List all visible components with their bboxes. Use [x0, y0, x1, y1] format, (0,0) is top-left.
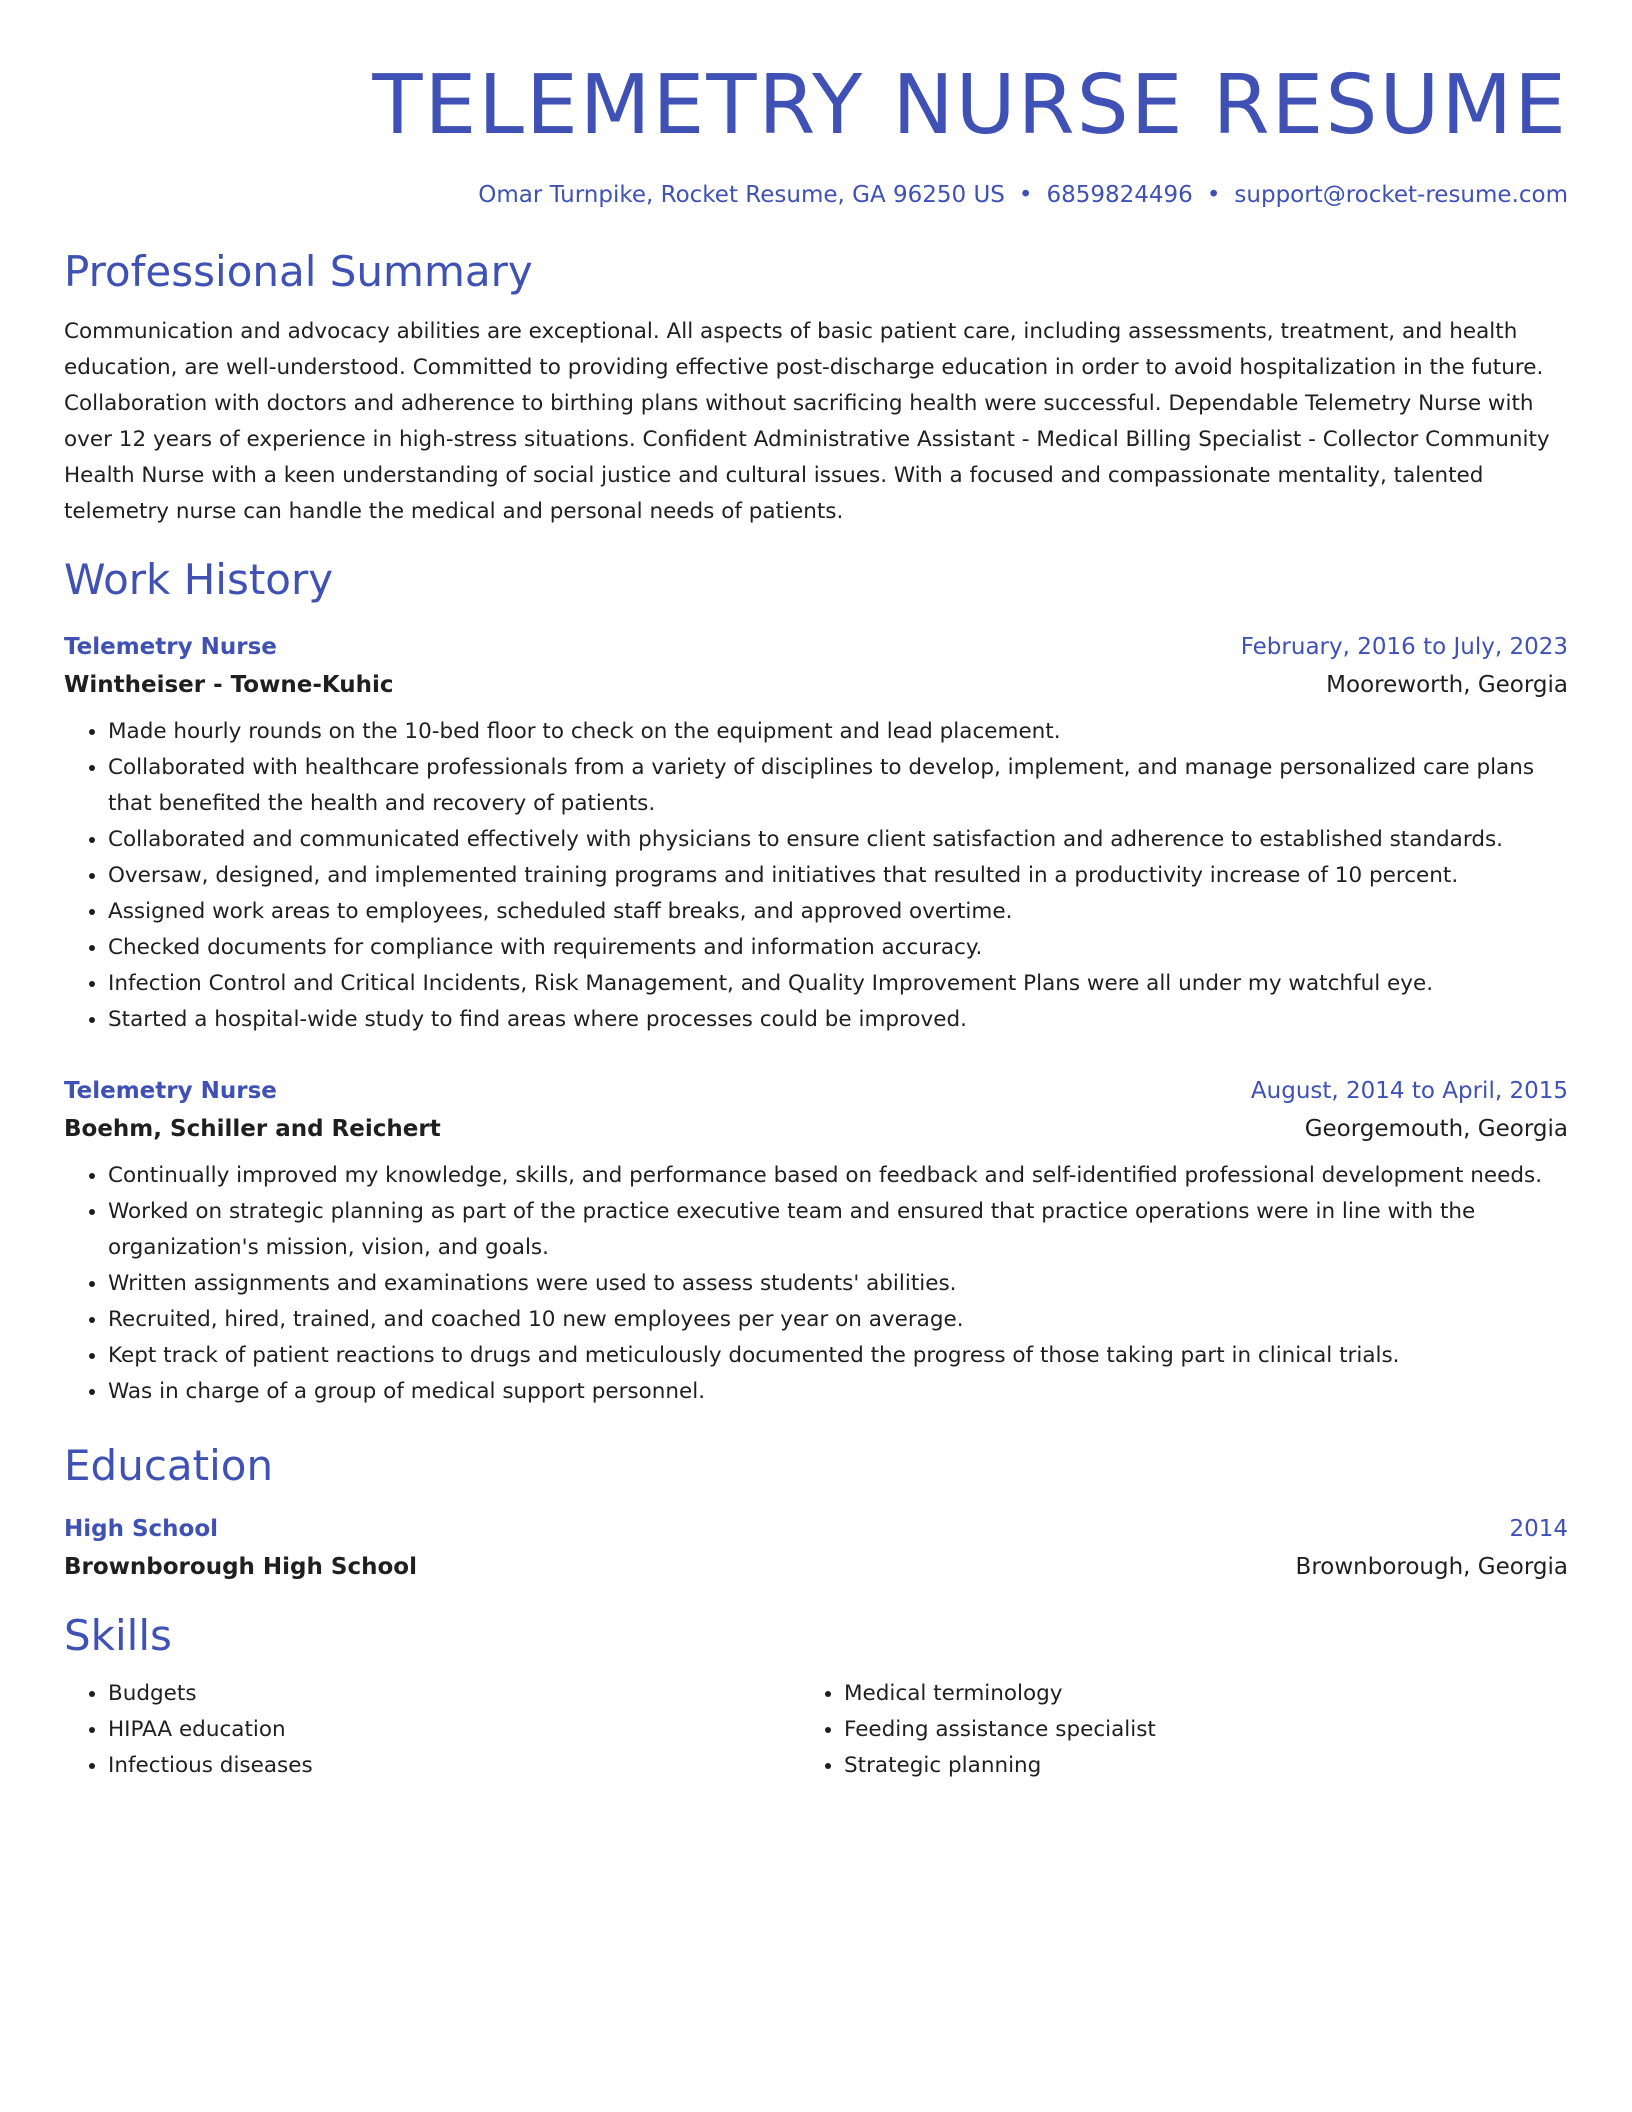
education-location: Brownborough, Georgia — [1295, 1554, 1568, 1580]
skill-item: • Budgets — [108, 1676, 800, 1712]
job-entry — [64, 1074, 1568, 1410]
skill-item: • Feeding assistance specialist — [844, 1712, 1536, 1748]
job-bullet: • Made hourly rounds on the 10-bed floor to check on the equipment and lead placement. — [108, 714, 1568, 750]
job-company: Boehm, Schiller and Reichert — [64, 1116, 441, 1142]
work-history-heading: Work History — [64, 555, 334, 604]
job-bullet: • Oversaw, designed, and implemented training programs and initiatives that resulted in a productivity increase of 10 percent. — [108, 858, 1568, 894]
contact-email: support@rocket-resume.com — [1234, 182, 1568, 208]
education-year: 2014 — [1509, 1516, 1568, 1542]
job-bullet: • Continually improved my knowledge, skills, and performance based on feedback and self-identified professional development needs. — [108, 1158, 1568, 1194]
skill-item: • Medical terminology — [844, 1676, 1536, 1712]
job-bullet: • Collaborated with healthcare professionals from a variety of disciplines to develop, implement, and manage personalized care plans that benefited the health and recovery of patients. — [108, 750, 1568, 822]
job-role-row — [64, 630, 1568, 664]
job-role: Telemetry Nurse — [64, 1078, 277, 1104]
skill-item: • HIPAA education — [108, 1712, 800, 1748]
job-company-row — [64, 668, 1568, 702]
job-dates: August, 2014 to April, 2015 — [1250, 1078, 1568, 1104]
summary-text: Communication and advocacy abilities are exceptional. All aspects of basic patient care, including assessments, treatment, and health education, are well-understood. Committed to providing effective post-discharge education in order to avoid hospitalization in the future. Collaboration with doctors and adherence to birthing plans without sacrificing health were successful. Dependable Telemetry Nurse with over 12 years of experience in high-stress situations. Confident Administrative Assistant - Medical Billing Specialist - Collector Community Health Nurse with a keen understanding of social justice and cultural issues. With a focused and compassionate mentality, talented telemetry nurse can handle the medical and personal needs of patients. — [64, 319, 1550, 524]
job-company: Wintheiser - Towne-Kuhic — [64, 672, 394, 698]
job-bullet: • Written assignments and examinations were used to assess students' abilities. — [108, 1266, 1568, 1302]
job-bullet: • Assigned work areas to employees, scheduled staff breaks, and approved overtime. — [108, 894, 1568, 930]
job-role: Telemetry Nurse — [64, 634, 277, 660]
education-entry — [64, 1512, 1568, 1584]
job-bullet: • Was in charge of a group of medical support personnel. — [108, 1374, 1568, 1410]
job-bullet: • Collaborated and communicated effectively with physicians to ensure client satisfaction and adherence to established standards. — [108, 822, 1568, 858]
job-dates: February, 2016 to July, 2023 — [1240, 634, 1568, 660]
skill-item: • Strategic planning — [844, 1748, 1536, 1784]
job-bullets — [64, 714, 1568, 1038]
skills-column-left — [64, 1676, 800, 1784]
education-school-row — [64, 1550, 1568, 1584]
skills-column-right — [800, 1676, 1536, 1784]
resume-title: TELEMETRY NURSE RESUME — [372, 58, 1568, 153]
contact-separator: • — [1206, 182, 1221, 208]
education-school: Brownborough High School — [64, 1554, 417, 1580]
contact-phone: 6859824496 — [1046, 182, 1193, 208]
skills-grid — [64, 1676, 1568, 1784]
job-bullet: • Recruited, hired, trained, and coached 10 new employees per year on average. — [108, 1302, 1568, 1338]
job-bullet: • Started a hospital-wide study to find areas where processes could be improved. — [108, 1002, 1568, 1038]
job-bullet: • Kept track of patient reactions to drugs and meticulously documented the progress of those taking part in clinical trials. — [108, 1338, 1568, 1374]
summary-heading: Professional Summary — [64, 247, 533, 296]
skills-heading: Skills — [64, 1611, 172, 1660]
education-degree: High School — [64, 1516, 219, 1542]
contact-address: Omar Turnpike, Rocket Resume, GA 96250 US — [478, 182, 1005, 208]
job-location: Georgemouth, Georgia — [1304, 1116, 1568, 1142]
job-bullet: • Worked on strategic planning as part of the practice executive team and ensured that practice operations were in line with the organization's mission, vision, and goals. — [108, 1194, 1568, 1266]
contact-separator: • — [1018, 182, 1033, 208]
skill-item: • Infectious diseases — [108, 1748, 800, 1784]
contact-line — [64, 180, 1568, 210]
education-heading: Education — [64, 1441, 274, 1490]
job-bullet: • Checked documents for compliance with requirements and information accuracy. — [108, 930, 1568, 966]
education-degree-row — [64, 1512, 1568, 1546]
job-company-row — [64, 1112, 1568, 1146]
job-bullet: • Infection Control and Critical Incidents, Risk Management, and Quality Improvement Plans were all under my watchful eye. — [108, 966, 1568, 1002]
job-location: Mooreworth, Georgia — [1326, 672, 1568, 698]
job-role-row — [64, 1074, 1568, 1108]
job-bullets — [64, 1158, 1568, 1410]
job-entry — [64, 630, 1568, 1038]
